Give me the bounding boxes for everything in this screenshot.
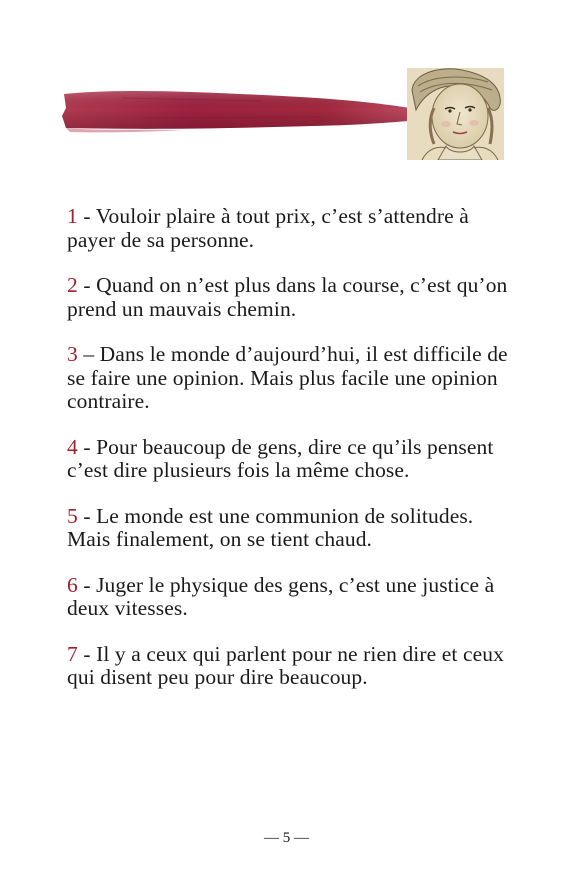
portrait-image [407, 68, 504, 160]
aphorism-item [67, 643, 522, 690]
aphorism-text: Pour beaucoup de gens, dire ce qu’ils pensent c’est dire plusieurs fois la même chose. [67, 434, 494, 482]
aphorism-item [67, 505, 522, 552]
page-number: — 5 — [264, 830, 309, 846]
header-decoration [62, 68, 504, 160]
aphorism-number: 4 [67, 434, 78, 459]
aphorism-item [67, 436, 522, 483]
aphorism-separator: – [77, 342, 100, 366]
aphorism-text: Quand on n’est plus dans la course, c’est qu’on prend un mauvais chemin. [67, 273, 508, 321]
aphorism-number: 2 [67, 273, 78, 297]
aphorism-separator: - [77, 434, 97, 459]
aphorism-separator: - [77, 641, 97, 666]
aphorism-text: Il y a ceux qui parlent pour ne rien dire et ceux qui disent peu pour dire beaucoup. [67, 641, 504, 689]
aphorism-text: Dans le monde d’aujourd’hui, il est difficile de se faire une opinion. Mais plus facile une opinion contraire. [67, 342, 508, 413]
aphorism-text: Vouloir plaire à tout prix, c’est s’attendre à payer de sa personne. [67, 204, 469, 252]
aphorism-number: 6 [67, 572, 78, 597]
aphorism-item [67, 274, 522, 321]
aphorism-item [67, 343, 522, 414]
aphorism-separator: - [77, 503, 97, 528]
aphorism-item [67, 205, 522, 252]
aphorism-separator: - [77, 572, 97, 597]
aphorism-number: 3 [67, 342, 78, 366]
aphorism-text: Le monde est une communion de solitudes. Mais finalement, on se tient chaud. [67, 503, 474, 551]
aphorism-number: 1 [67, 204, 78, 228]
aphorism-separator: - [77, 273, 97, 297]
aphorism-separator: - [77, 204, 96, 228]
red-brush-stroke-with-portrait [62, 68, 504, 160]
aphorism-list [67, 205, 522, 712]
aphorism-text: Juger le physique des gens, c’est une justice à deux vitesses. [67, 572, 495, 620]
aphorism-number: 7 [67, 641, 78, 666]
aphorism-number: 5 [67, 503, 78, 528]
aphorism-item [67, 574, 522, 621]
